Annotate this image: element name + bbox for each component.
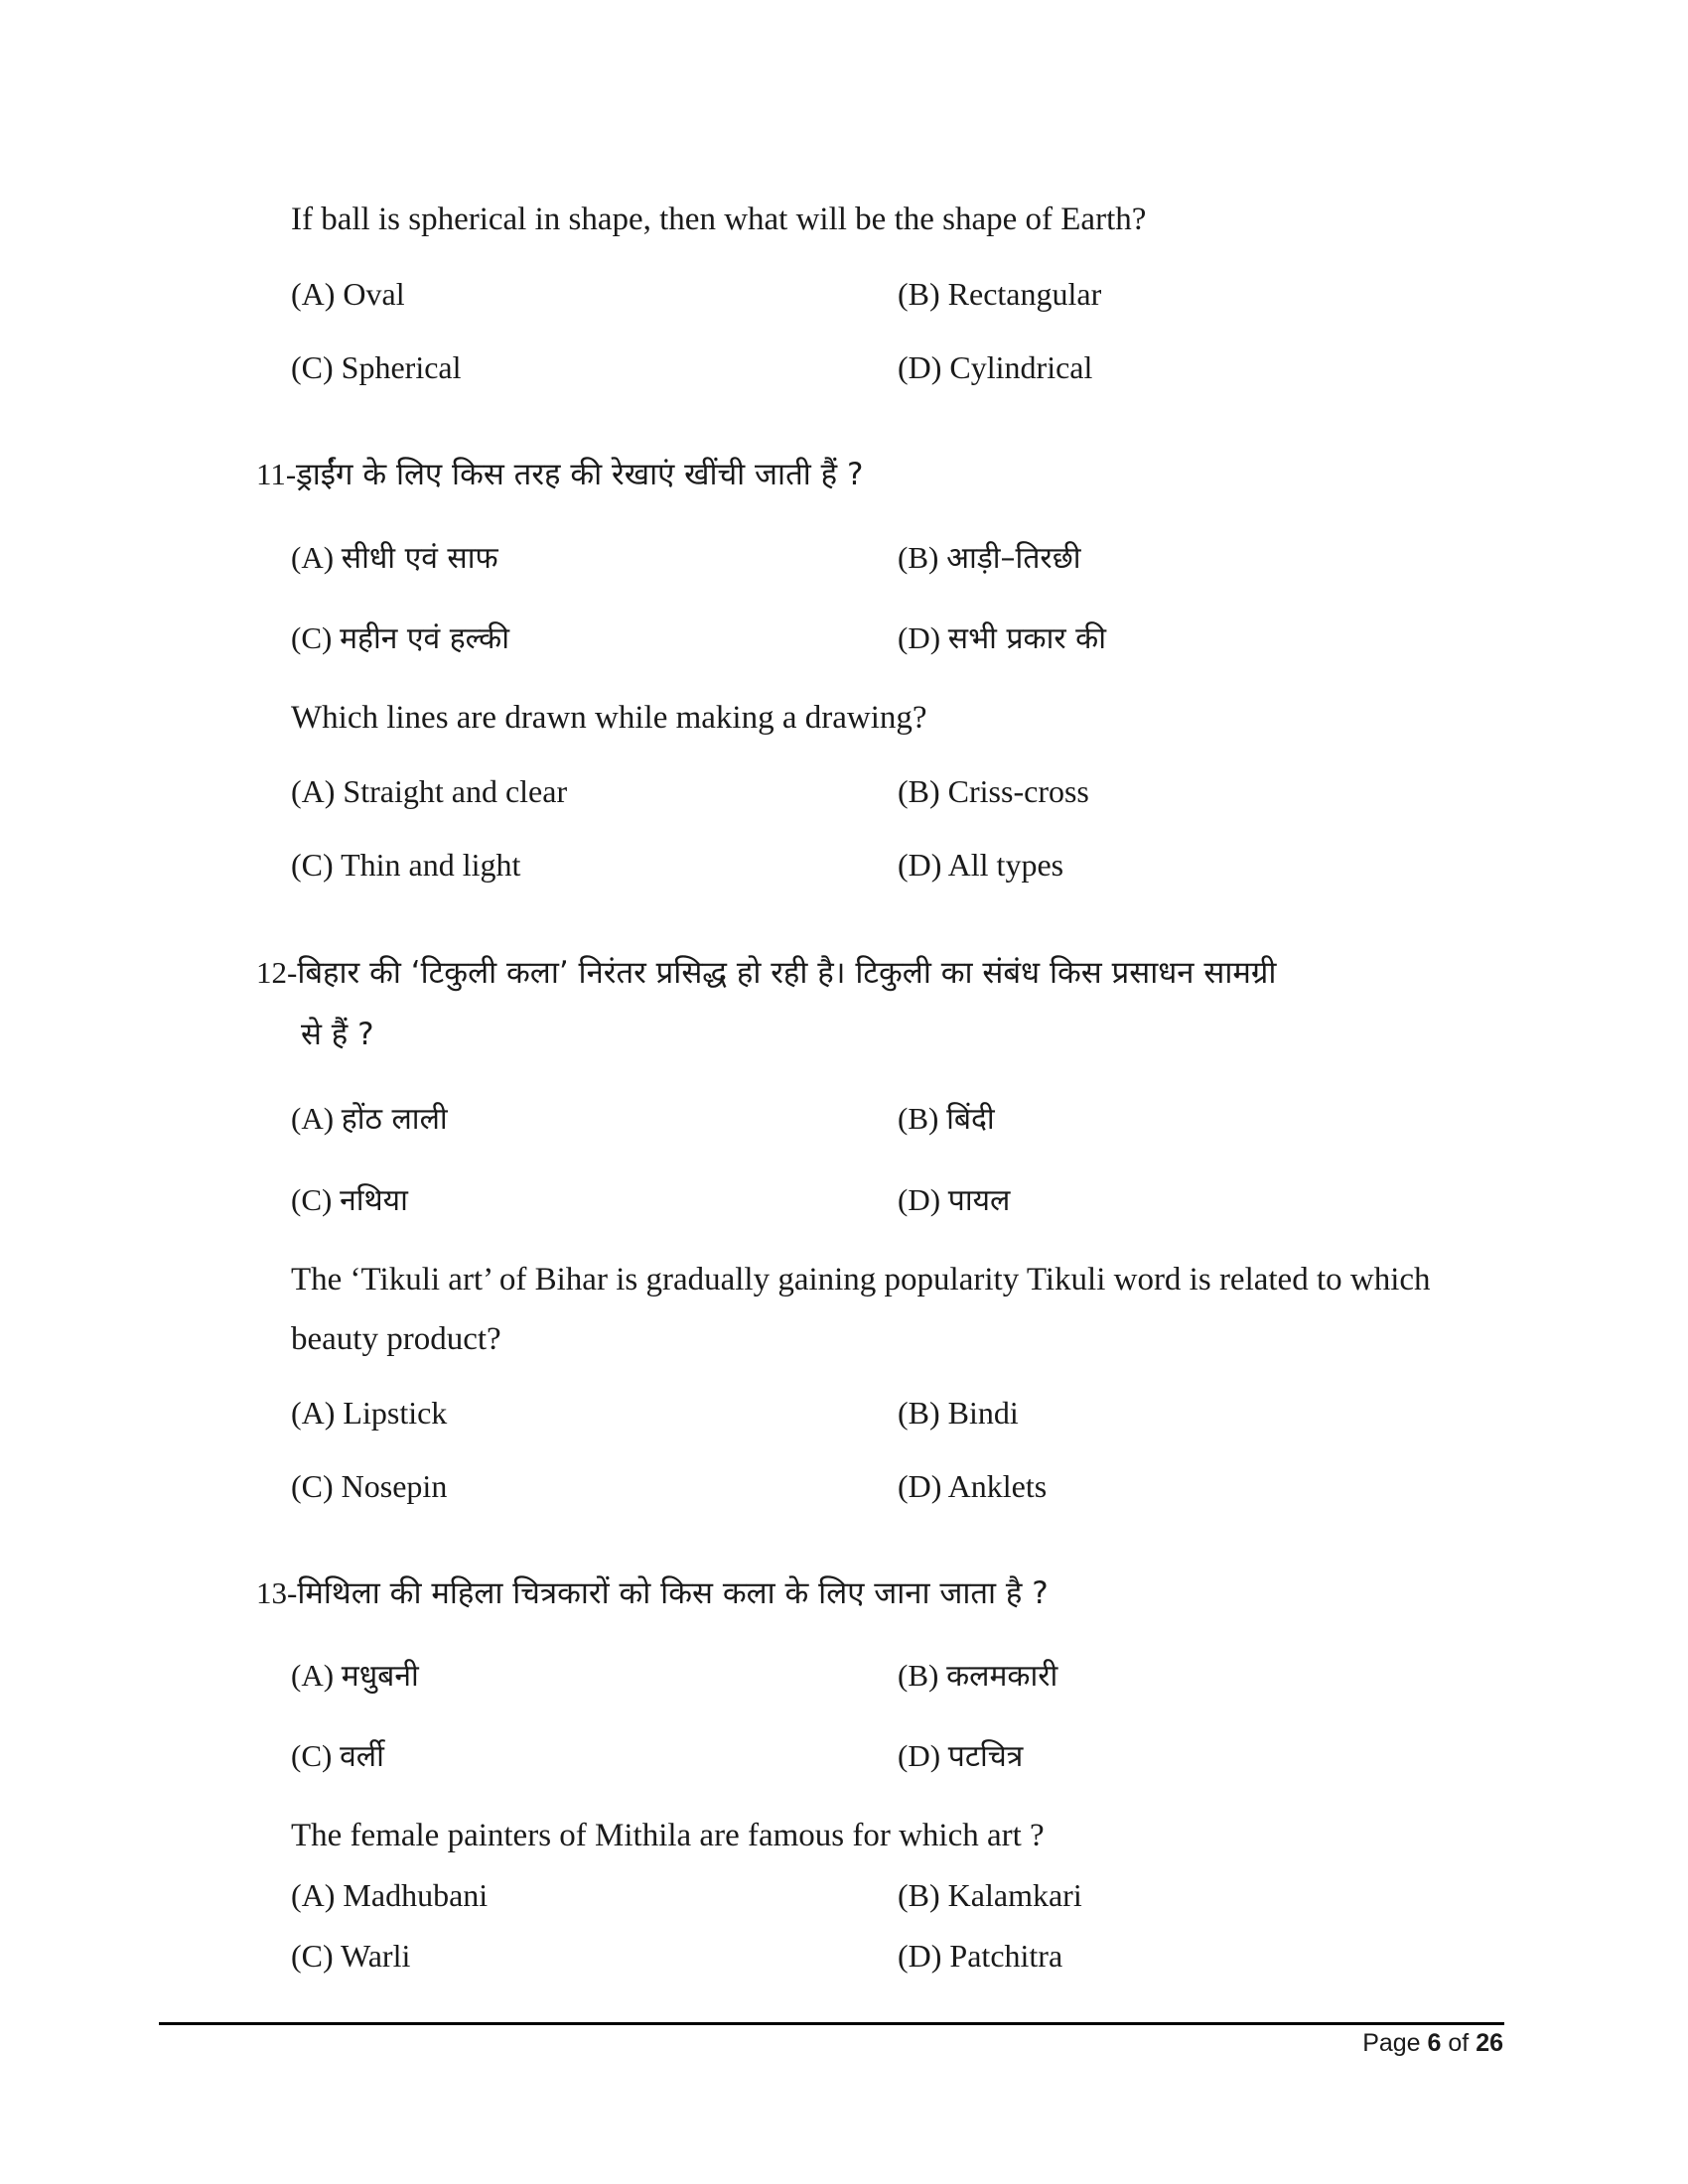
q12-option-c-en: (C) Nosepin — [291, 1468, 448, 1504]
option-letter: (B) — [898, 1101, 939, 1136]
option-text: बिंदी — [946, 1102, 995, 1137]
option-letter: (A) — [291, 540, 335, 575]
option-text: सभी प्रकार की — [947, 621, 1106, 656]
q12-question-en-line2: beauty product? — [291, 1321, 501, 1357]
option-text: वर्ली — [340, 1739, 384, 1774]
option-letter: (D) — [898, 1182, 941, 1217]
page-total: 26 — [1476, 2029, 1503, 2057]
q11-option-c-en: (C) Thin and light — [291, 847, 521, 883]
q13-question-hi-text: मिथिला की महिला चित्रकारों को किस कला के लिए जाना जाता है ? — [297, 1575, 1049, 1611]
q11-option-d-en: (D) All types — [898, 847, 1064, 883]
option-text: आड़ी–तिरछी — [946, 541, 1081, 576]
q10-question-en: If ball is spherical in shape, then what will be the shape of Earth? — [291, 202, 1147, 237]
q13-question-en: The female painters of Mithila are famous for which art ? — [291, 1818, 1045, 1853]
q12-question-hi — [256, 953, 1276, 993]
q11-option-b-hi — [898, 538, 1081, 579]
option-text: पायल — [947, 1183, 1011, 1218]
q13-question-hi — [256, 1573, 1049, 1613]
option-text: महीन एवं हल्की — [340, 621, 509, 656]
q11-number: 11- — [256, 457, 297, 491]
q11-option-b-en: (B) Criss-cross — [898, 773, 1089, 809]
q12-option-a-en: (A) Lipstick — [291, 1395, 448, 1431]
q12-number: 12- — [256, 955, 298, 990]
option-letter: (B) — [898, 1658, 939, 1693]
q12-option-b-hi — [898, 1099, 995, 1140]
q13-option-d-hi — [898, 1736, 1023, 1777]
q12-option-a-hi — [291, 1099, 448, 1140]
q13-option-a-en: (A) Madhubani — [291, 1877, 489, 1913]
option-text: नथिया — [340, 1183, 408, 1218]
q13-number: 13- — [256, 1575, 298, 1610]
q12-option-b-en: (B) Bindi — [898, 1395, 1019, 1431]
q13-option-c-hi — [291, 1736, 384, 1777]
q12-option-d-en: (D) Anklets — [898, 1468, 1048, 1504]
q12-option-d-hi — [898, 1180, 1010, 1221]
q11-option-a-hi — [291, 538, 498, 579]
q13-option-d-en: (D) Patchitra — [898, 1938, 1063, 1974]
page-current: 6 — [1427, 2029, 1442, 2057]
q12-option-c-hi — [291, 1180, 408, 1221]
q12-question-hi-line2: से हैं ? — [301, 1017, 374, 1052]
q13-option-b-en: (B) Kalamkari — [898, 1877, 1082, 1913]
option-letter: (C) — [291, 1182, 333, 1217]
option-letter: (C) — [291, 620, 333, 655]
option-letter: (A) — [291, 1101, 335, 1136]
option-letter: (C) — [291, 1738, 333, 1773]
page-number — [1344, 2023, 1503, 2063]
option-text: पटचित्र — [947, 1739, 1024, 1774]
option-text: कलमकारी — [946, 1659, 1058, 1694]
q10-option-b-en: (B) Rectangular — [898, 276, 1102, 312]
q11-question-en: Which lines are drawn while making a drawing? — [291, 700, 927, 736]
q10-option-c-en: (C) Spherical — [291, 349, 462, 385]
q11-option-a-en: (A) Straight and clear — [291, 773, 568, 809]
footer-divider — [159, 2022, 1504, 2025]
q13-option-c-en: (C) Warli — [291, 1938, 411, 1974]
option-text: होंठ लाली — [341, 1102, 448, 1137]
q11-question-hi-text: ड्राईंग के लिए किस तरह की रेखाएं खींची जाती हैं ? — [296, 457, 864, 492]
q11-option-c-hi — [291, 618, 509, 659]
q11-option-d-hi — [898, 618, 1106, 659]
q10-option-d-en: (D) Cylindrical — [898, 349, 1093, 385]
option-letter: (B) — [898, 540, 939, 575]
option-text: मधुबनी — [341, 1659, 419, 1694]
page-word: Page — [1362, 2029, 1428, 2057]
of-word: of — [1441, 2029, 1477, 2057]
q10-option-a-en: (A) Oval — [291, 276, 405, 312]
option-letter: (D) — [898, 1738, 941, 1773]
q11-question-hi — [256, 455, 863, 494]
option-text: सीधी एवं साफ — [341, 541, 498, 576]
q12-question-hi-line1: बिहार की ‘टिकुली कला’ निरंतर प्रसिद्ध हो रही है। टिकुली का संबंध किस प्रसाधन सामग्री — [297, 955, 1277, 991]
q12-question-en-line1: The ‘Tikuli art’ of Bihar is gradually gaining popularity Tikuli word is related to which — [291, 1262, 1431, 1297]
option-letter: (D) — [898, 620, 941, 655]
q13-option-b-hi — [898, 1656, 1057, 1697]
q13-option-a-hi — [291, 1656, 419, 1697]
option-letter: (A) — [291, 1658, 335, 1693]
